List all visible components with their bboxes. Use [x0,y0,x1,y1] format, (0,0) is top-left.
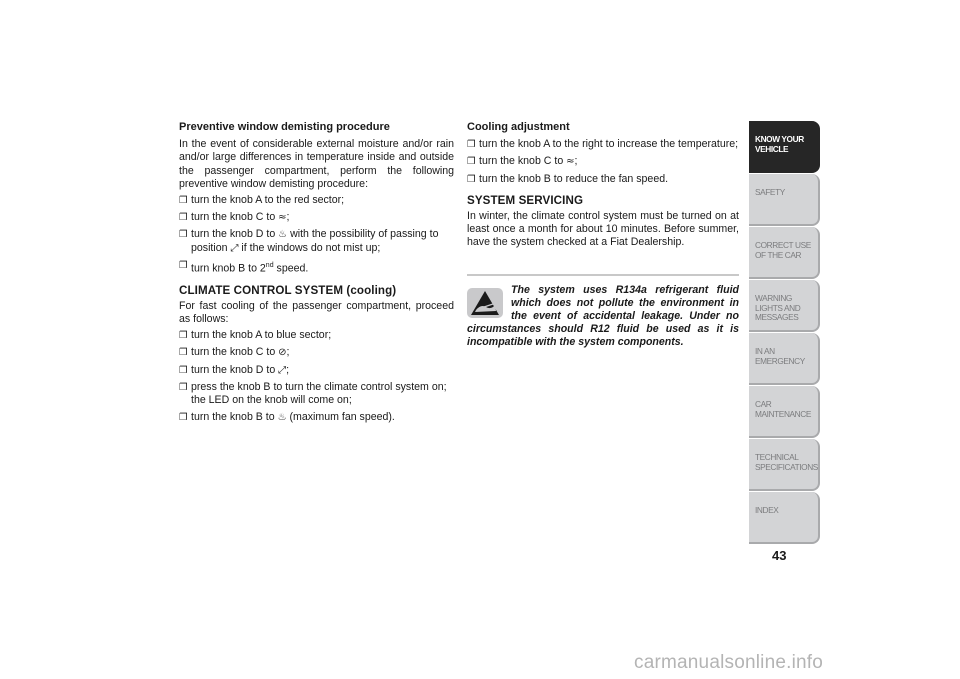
tab-technical-specifications[interactable]: TECHNICAL SPECIFICATIONS [749,439,820,491]
servicing-text: In winter, the climate control system must be turned on at least once a month for about 10 minutes. Before summer, have the system checked at a Fiat Dealership. [467,210,739,249]
demisting-step: ❒ turn the knob D to ♨ with the possibility of passing to position ⤢ if the windows do not mist up; [179,228,454,254]
left-column [179,121,454,428]
demisting-step: ❒ turn knob B to 2nd speed. [179,259,454,276]
air-recirculation-on-icon: ⊘ [278,347,287,359]
cooling-step: ❒ turn the knob B to ♨ (maximum fan speed). [179,411,454,424]
windscreen-demist-icon: ♨ [278,229,288,241]
tab-correct-use[interactable]: CORRECT USE OF THE CAR [749,227,820,279]
cooling-step: ❒ turn the knob D to ⤢; [179,364,454,377]
air-recirculation-off-icon: ≈ [278,212,287,224]
adjust-heading: Cooling adjustment [467,121,570,133]
tab-emergency[interactable]: IN AN EMERGENCY [749,333,820,385]
tab-know-your-vehicle[interactable]: KNOW YOUR VEHICLE [749,121,820,173]
demisting-intro: In the event of considerable external moisture and/or rain and/or large differences in temperature inside and outside the passenger compartment, perform the following preventive window demisting procedure: [179,138,454,190]
demisting-step: ❒ turn the knob C to ≈; [179,211,454,224]
right-column [467,121,739,350]
adjust-step: ❒ turn the knob C to ≈; [467,155,739,168]
tab-warning-lights[interactable]: WARNING LIGHTS AND MESSAGES [749,280,820,332]
servicing-heading: SYSTEM SERVICING [467,193,584,207]
face-vents-icon: ⤢ [278,364,287,376]
tab-safety[interactable]: SAFETY [749,174,820,226]
adjust-step: ❒ turn the knob B to reduce the fan speed. [467,173,739,186]
warning-box [467,282,739,350]
page-number: 43 [772,548,787,563]
warning-divider [467,274,739,276]
warning-text: The system uses R134a refrigerant fluid which does not pollute the environment in the event of accidental leakage. Under no circumstances should R12 fluid be used as it is incompatible with the system components. [467,283,739,349]
cooling-step: ❒ press the knob B to turn the climate control system on; the LED on the knob will come on; [179,381,454,407]
adjust-step: ❒ turn the knob A to the right to increase the temperature; [467,138,739,151]
demisting-heading: Preventive window demisting procedure [179,121,390,133]
warning-triangle-icon [467,288,503,318]
cooling-step: ❒ turn the knob C to ⊘; [179,346,454,359]
cooling-intro: For fast cooling of the passenger compartment, proceed as follows: [179,299,454,325]
demisting-step: ❒ turn the knob A to the red sector; [179,194,454,207]
tab-car-maintenance[interactable]: CAR MAINTENANCE [749,386,820,438]
watermark: carmanualsonline.info [634,652,824,673]
chapter-tabs [749,121,820,545]
air-recirculation-off-icon: ≈ [566,156,575,168]
max-fan-speed-icon: ♨ [277,412,287,424]
cooling-step: ❒ turn the knob A to blue sector; [179,329,454,342]
cooling-heading: CLIMATE CONTROL SYSTEM (cooling) [179,283,397,297]
tab-index[interactable]: INDEX [749,492,820,544]
feet-windscreen-icon: ⤢ [230,242,239,254]
